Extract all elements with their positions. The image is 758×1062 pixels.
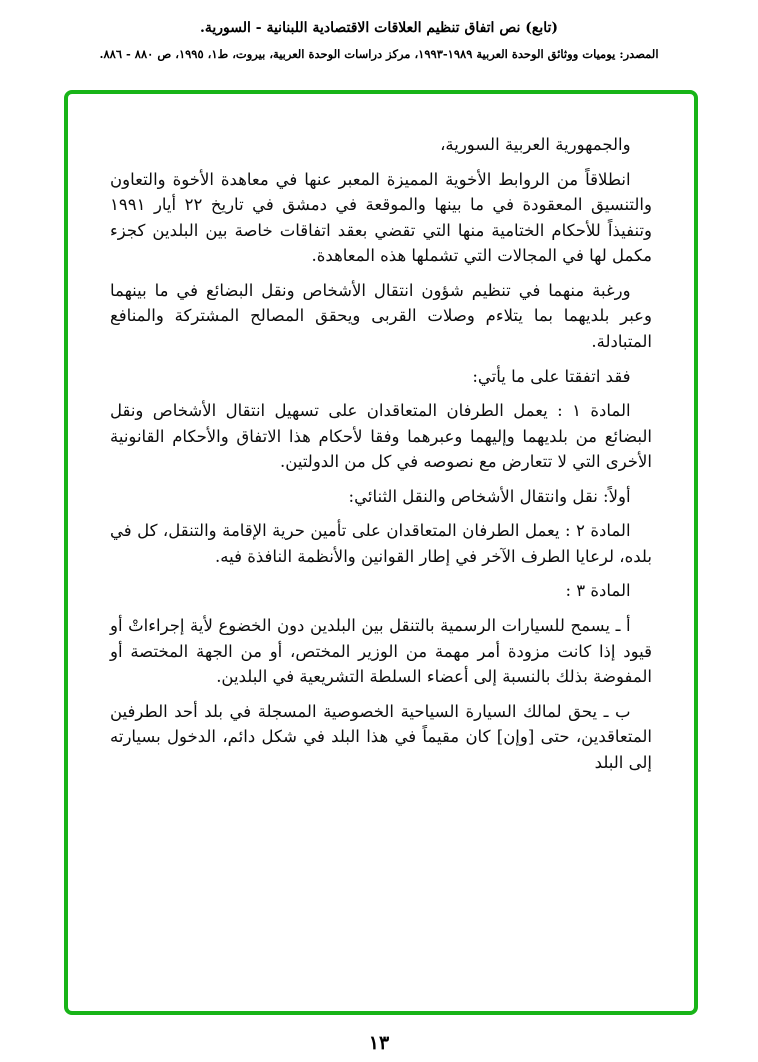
source-citation: المصدر: يوميات ووثائق الوحدة العربية ١٩٨٩-١٩٩٣، مركز دراسات الوحدة العربية، بيروت، ط١، ١٩٩٥، ص ٨٨٠ - ٨٨٦.: [99, 47, 659, 61]
paragraph-article-3-heading: المادة ٣ :: [565, 581, 631, 601]
content-frame: [64, 90, 698, 1015]
paragraph-preamble-2: ورغبة منهما في تنظيم شؤون انتقال الأشخاص ونقل البضائع في ما بينهما وعبر بلديهما بما يتلاءم وصلات القربى ويحقق المصالح المشتركة والمنافع المتبادلة.: [110, 280, 652, 351]
page-number: ١٣: [368, 1032, 390, 1054]
paragraph-agreement-lead: فقد اتفقتا على ما يأتي:: [472, 366, 631, 386]
paragraph-preamble-1: انطلاقاً من الروابط الأخوية المميزة المعبر عنها في معاهدة الأخوة والتعاون والتنسيق المعقودة في ما بينها والموقعة في دمشق في تاريخ ٢٢ أيار ١٩٩١ وتنفيذاً للأحكام الختامية منها التي تقضي بعقد اتفاقات خاصة بين البلدين كجزء مكمل لها في المجالات التي تشملها هذه المعاهدة.: [110, 169, 652, 266]
paragraph-article-3-item-a: أ ـ يسمح للسيارات الرسمية بالتنقل بين البلدين دون الخضوع لأية إجراءاتْ أو قيود إذا كانت مزودة أمر مهمة من الوزير المختص، أو من الجهة المختصة أو المفوضة بذلك بالنسبة إلى أعضاء السلطة التشريعية في البلدين.: [110, 616, 652, 687]
page-header: [0, 0, 758, 61]
paragraph-preamble-party: والجمهورية العربية السورية،: [440, 135, 631, 154]
paragraph-article-1: المادة ١ : يعمل الطرفان المتعاقدان على تسهيل انتقال الأشخاص ونقل البضائع من بلديهما وإليهما وعبرهما وفقا لأحكام هذا الاتفاق والأحكام القانونية الأخرى التي لا تتعارض مع نصوصه في كل من الدولتين.: [110, 401, 652, 472]
paragraph-article-3-item-b: ب ـ يحق لمالك السيارة السياحية الخصوصية المسجلة في بلد أحد الطرفين المتعاقدين، حتى [وإن] كان مقيماً في هذا البلد في شكل دائم، الدخول بسيارته إلى البلد: [110, 701, 652, 772]
paragraph-section-heading: أولاً: نقل وانتقال الأشخاص والنقل الثنائي:: [348, 486, 631, 506]
paragraph-article-2: المادة ٢ : يعمل الطرفان المتعاقدان على تأمين حرية الإقامة والتنقل، كل في بلده، لرعايا الطرف الآخر في إطار القوانين والأنظمة النافذة فيه.: [110, 521, 652, 566]
document-body: [68, 94, 694, 804]
document-title: (تابع) نص اتفاق تنظيم العلاقات الاقتصادية اللبنانية - السورية.: [199, 20, 559, 36]
